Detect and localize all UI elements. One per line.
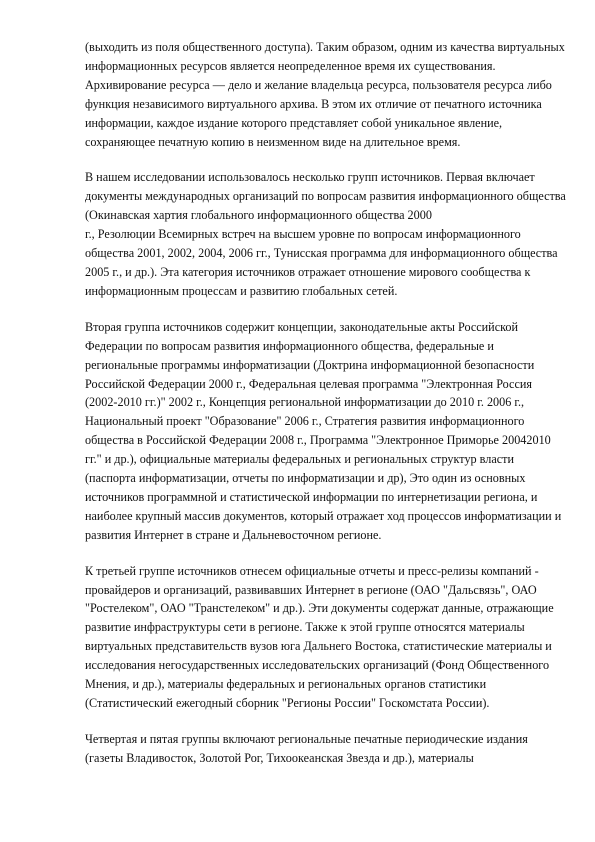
paragraph-5 [85,730,565,768]
text-line: сохраняющее печатную копию в неизменном виде на длительное время. [85,134,461,149]
text-line: информационных ресурсов является неопределенное время их существования. [85,58,496,73]
text-line: функция независимого виртуального архива. В этом их отличие от печатного источника [85,96,542,111]
text-line: источников программной и статистической информации по интернетизации региона, и [85,489,538,504]
text-line: (2002-2010 гг.)" 2002 г., Концепция региональной информатизации до 2010 г. 2006 г., [85,395,525,410]
document-body [85,38,565,785]
text-line: Архивирование ресурса — дело и желание владельца ресурса, пользователя ресурса либо [85,77,552,92]
text-line: наиболее крупный массив документов, который отражает ход процессов информатизации и [85,508,562,523]
text-line: "Ростелеком", ОАО "Транстелеком" и др.). Эти документы содержат данные, отражающие [85,601,554,616]
text-line: информационным процессам и развитию глобальных сетей. [85,283,398,298]
text-line: (газеты Владивосток, Золотой Рог, Тихоокеанская Звезда и др.), материалы [85,750,474,765]
text-line: виртуальных представительств вузов юга Дальнего Востока, статистические материалы и [85,639,552,654]
paragraph-4 [85,562,565,713]
text-line: (выходить из поля общественного доступа). Таким образом, одним из качества виртуальных [85,40,565,54]
text-line: общества 2001, 2002, 2004, 2006 гг., Тунисская программа для информационного общества [85,246,558,261]
text-line: Национальный проект "Образование" 2006 г., Стратегия развития информационного [85,414,525,429]
paragraph-2 [85,168,565,300]
text-line: документы международных организаций по вопросам развития информационного общества [85,189,566,204]
text-line: (паспорта информатизации, отчеты по информатизации и др), Это один из основных [85,471,526,486]
text-line: 2005 г., и др.). Эта категория источников отражает отношение мирового сообщества к [85,264,531,279]
text-line: Российской Федерации 2000 г., Федеральная целевая программа "Электронная Россия [85,376,533,391]
text-line: (Окинавская хартия глобального информационного общества 2000 [85,208,432,223]
text-line: информации, каждое издание которого представляет собой уникальное явление, [85,115,503,130]
text-line: Четвертая и пятая группы включают региональные печатные периодические издания [85,731,528,746]
text-line: развитие инфраструктуры сети в регионе. Также к этой группе относятся материалы [85,620,525,635]
text-line: В нашем исследовании использовалось несколько групп источников. Первая включает [85,170,535,185]
text-line: общества в Российской Федерации 2008 г., Программа "Электронное Приморье 20042010 [85,433,551,448]
text-line: исследования негосударственных исследовательских организаций (Фонд Общественного [85,658,550,673]
text-line: Федерации по вопросам развития информационного общества, федеральные и [85,338,494,353]
text-line: гг." и др.), официальные материалы федеральных и региональных структур власти [85,452,515,467]
text-line: развития Интернет в стране и Дальневосточном регионе. [85,527,382,542]
text-line: К третьей группе источников отнесем официальные отчеты и пресс-релизы компаний - [85,563,539,578]
text-line: г., Резолюции Всемирных встреч на высшем уровне по вопросам информационного [85,227,521,242]
text-line: (Статистический ежегодный сборник "Регионы России" Госкомстата России). [85,696,490,710]
paragraph-3 [85,318,565,545]
text-line: Вторая группа источников содержит концепции, законодательные акты Российской [85,319,519,334]
text-line: региональные программы информатизации (Доктрина информационной безопасности [85,357,535,372]
text-line: Мнения, и др.), материалы федеральных и региональных органов статистики [85,677,487,692]
paragraph-1 [85,38,565,151]
text-line: провайдеров и организаций, развивавших Интернет в регионе (ОАО "Дальсвязь", ОАО [85,582,537,597]
